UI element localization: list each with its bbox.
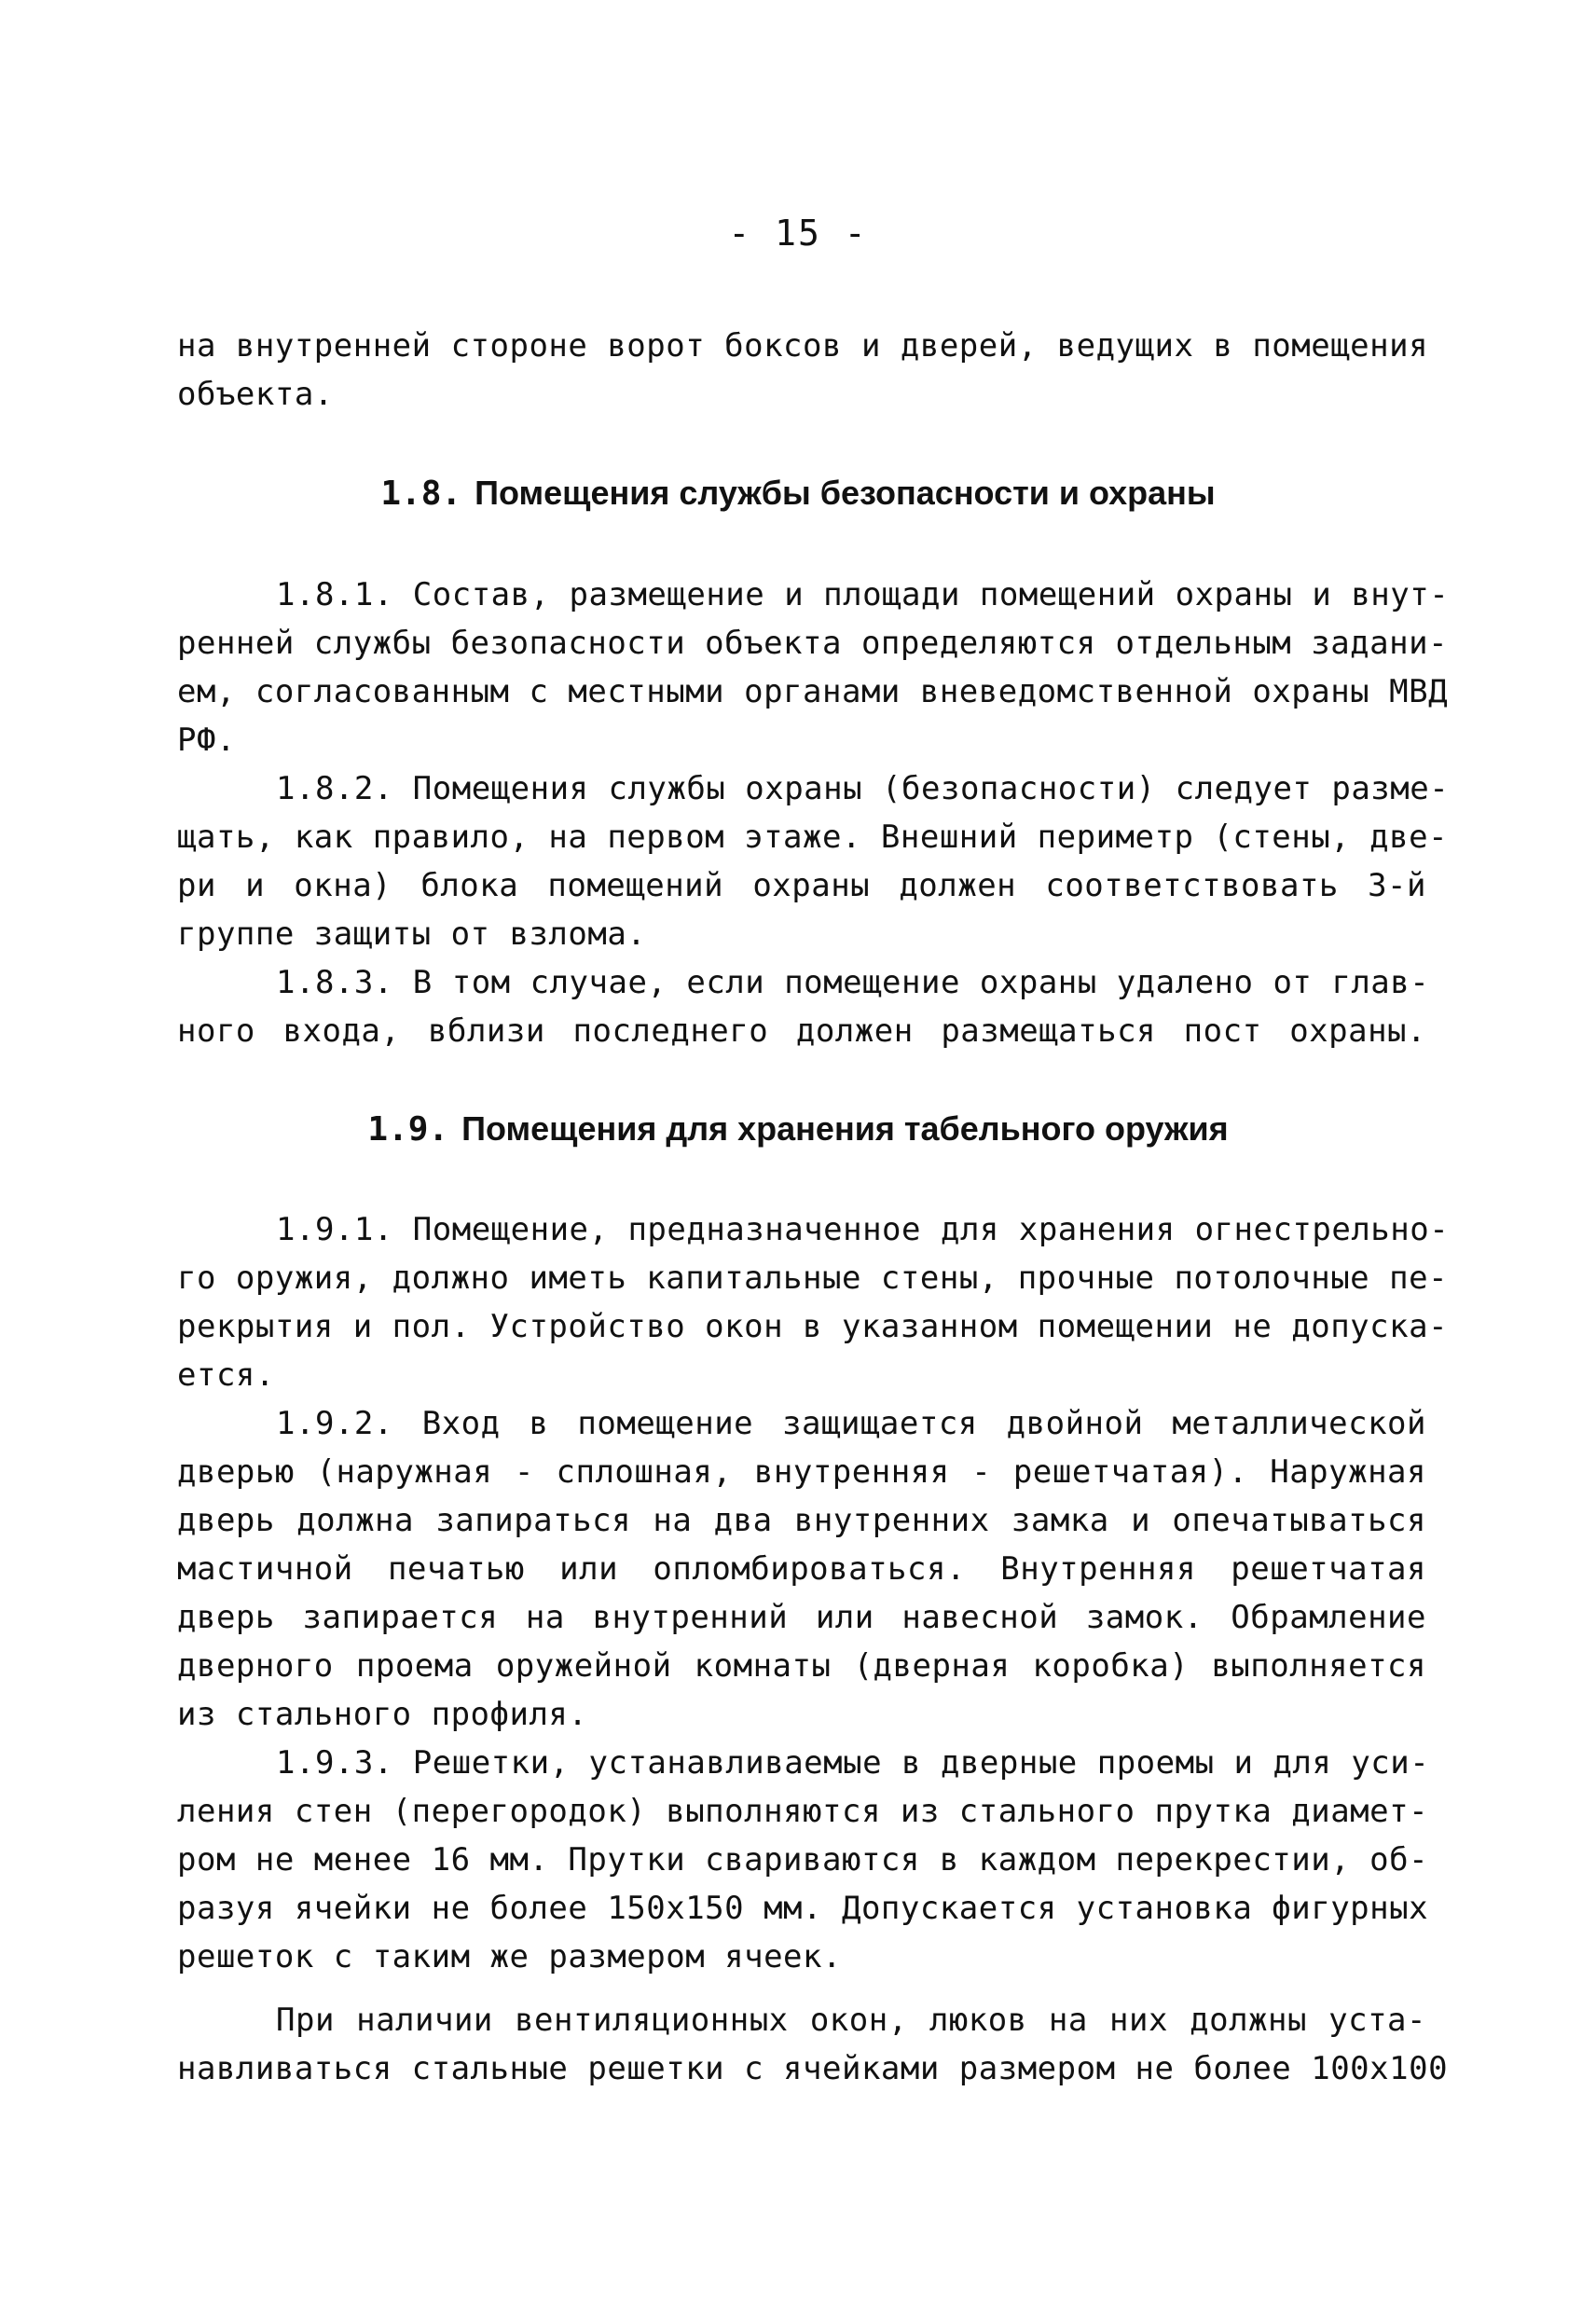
paragraph-line: 1.9.2. Вход в помещение защищается двойной металлической (276, 1405, 1426, 1442)
paragraph-line: го оружия, должно иметь капитальные стены, прочные потолочные пе- (177, 1259, 1449, 1297)
paragraph-line: дверь должна запираться на два внутренних замка и опечатываться (177, 1502, 1426, 1539)
intro-line: на внутренней стороне ворот боксов и дверей, ведущих в помещения (177, 327, 1429, 365)
paragraph-line: ренней службы безопасности объекта определяются отдельным задани- (177, 625, 1449, 662)
paragraph-line: из стального профиля. (177, 1696, 588, 1733)
paragraph-line: РФ. (177, 722, 236, 759)
section-1-8-heading (0, 469, 1596, 518)
paragraph-line: 1.8.2. Помещения службы охраны (безопасности) следует разме- (276, 770, 1450, 807)
page-number: - 15 - (728, 213, 868, 254)
paragraph-line: ления стен (перегородок) выполняются из стального прутка диамет- (177, 1793, 1429, 1830)
intro-line: объекта. (177, 376, 334, 413)
section-1-8-title: Помещения службы безопасности и охраны (475, 474, 1216, 512)
paragraph-line: 1.8.3. В том случае, если помещение охраны удалено от глав- (276, 964, 1430, 1001)
section-1-8-number: 1.8. (380, 475, 462, 513)
paragraph-line: разуя ячейки не более 150x150 мм. Допускается установка фигурных (177, 1890, 1429, 1927)
section-1-9-title: Помещения для хранения табельного оружия (461, 1109, 1229, 1148)
section-1-9-number: 1.9. (367, 1110, 449, 1149)
section-1-9-heading (0, 1105, 1596, 1154)
paragraph-line: дверь запирается на внутренний или навесной замок. Обрамление (177, 1599, 1426, 1636)
paragraph-line: ного входа, вблизи последнего должен размещаться пост охраны. (177, 1012, 1426, 1050)
paragraph-line: ром не менее 16 мм. Прутки свариваются в каждом перекрестии, об- (177, 1841, 1429, 1878)
paragraph-line: группе защиты от взлома. (177, 915, 647, 953)
paragraph-line: щать, как правило, на первом этаже. Внешний периметр (стены, две- (177, 819, 1449, 856)
paragraph-line: рекрытия и пол. Устройство окон в указанном помещении не допуска- (177, 1308, 1449, 1345)
paragraph-line: 1.8.1. Состав, размещение и площади помещений охраны и внут- (276, 576, 1450, 613)
paragraph-line: ется. (177, 1356, 275, 1394)
paragraph-line: 1.9.1. Помещение, предназначенное для хранения огнестрельно- (276, 1211, 1450, 1248)
paragraph-line: дверью (наружная - сплошная, внутренняя - решетчатая). Наружная (177, 1453, 1426, 1491)
paragraph-line: При наличии вентиляционных окон, люков на них должны уста- (276, 2002, 1426, 2039)
paragraph-line: ри и окна) блока помещений охраны должен соответствовать 3-й (177, 867, 1426, 904)
paragraph-line: решеток с таким же размером ячеек. (177, 1938, 842, 1975)
paragraph-line: ем, согласованным с местными органами вневедомственной охраны МВД (177, 673, 1449, 710)
paragraph-line: мастичной печатью или опломбироваться. Внутренняя решетчатая (177, 1550, 1426, 1588)
paragraph-line: навливаться стальные решетки с ячейками размером не более 100x100 (177, 2050, 1449, 2087)
paragraph-line: 1.9.3. Решетки, устанавливаемые в дверные проемы и для уси- (276, 1744, 1430, 1782)
paragraph-line: дверного проема оружейной комнаты (дверная коробка) выполняется (177, 1647, 1426, 1685)
